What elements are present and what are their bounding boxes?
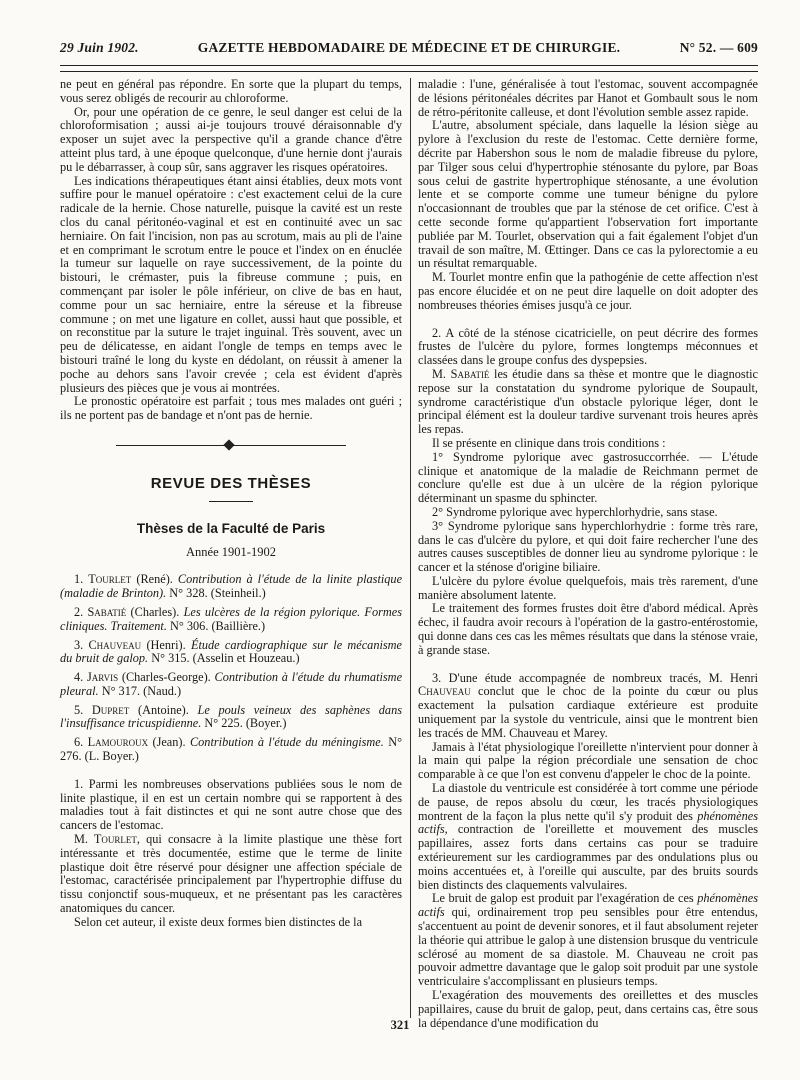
paragraph: L'ulcère du pylore évolue quelquefois, mais très rarement, d'une manière absolument latente. bbox=[418, 573, 758, 602]
issue-date: 29 Juin 1902. bbox=[60, 40, 139, 55]
academic-year: Année 1901-1902 bbox=[186, 544, 276, 559]
thesis-ref: N° 315. (Asselin et Houzeau.) bbox=[151, 651, 300, 666]
paragraph: 3. D'une étude accompagnée de nombreux tracés, M. Henri Chauveau conclut que le choc de la pointe du cœur ou plus exactement la pulsation cardiaque extérieure est produite uniquement par la systole du ventricule, ainsi que le montrent bien les tracés de MM. Chauveau et Marey. bbox=[418, 670, 759, 740]
thesis-ref: N° 328. (Steinheil.) bbox=[169, 586, 266, 601]
thesis-title: Les ulcères de la région pylorique. Formes cliniques. Traitement. bbox=[60, 604, 403, 633]
thesis-author: Dupret bbox=[91, 702, 130, 717]
thesis-title: Le pouls veineux des saphènes dans l'insuffisance tricuspidienne. bbox=[60, 702, 403, 731]
paragraph: Or, pour une opération de ce genre, le seul danger est celui de la chloroformisation ; aussi ai-je toujours trouvé déraisonnable d'y exposer un sujet avec la perspective qu'il a grande chance d'être atteint plus tard, à une époque quelconque, d'une hernie dont j'aurais pu le débarrasser, à coup sûr, sans aggraver les risques opératoires. bbox=[60, 104, 402, 174]
paragraph: 2. A côté de la sténose cicatricielle, on peut décrire des formes frustes de l'ulcère du pylore, formes longtemps méconnues et classées dans le groupe confus des dyspepsies. bbox=[418, 325, 758, 368]
thesis-author: Lamouroux bbox=[87, 735, 149, 750]
paragraph: 3° Syndrome pylorique sans hyperchlorhydrie : forme très rare, dans le cas d'ulcère du pylore, et qui doit faire rechercher l'une des autres causes susceptibles de donner lieu au syndrome pylorique : le cancer et la sténose d'origine biliaire. bbox=[418, 518, 758, 575]
paragraph: maladie : l'une, généralisée à tout l'estomac, souvent accompagnée de lésions péritonéales décrites par Hanot et Gombault sous le nom de rétro-péritonite calleuse, et dont l'évolution semble assez rapide. bbox=[418, 77, 758, 119]
paragraph: M. Tourlet, qui consacre à la limite plastique une thèse fort intéressante et très documentée, estime que le terme de linite plastique doit être réservé pour désigner une affection spéciale de l'estomac, caractérisée principalement par l'hypertrophie diffuse du tissu conjonctif sous-muqueux, et ne présentant pas les caractères anatomiques du cancer. bbox=[60, 832, 402, 916]
running-header bbox=[60, 38, 758, 58]
paragraph: Selon cet auteur, il existe deux formes bien distinctes de la bbox=[74, 914, 363, 929]
thesis-author: Sabatié bbox=[87, 604, 127, 619]
paragraph: Le pronostic opératoire est parfait ; tous mes malades ont guéri ; ils ne portent pas de bandage et n'ont pas de hernie. bbox=[60, 394, 402, 423]
paragraph: 2° Syndrome pylorique avec hyperchlorhydrie, sans stase. bbox=[432, 504, 718, 519]
thesis-title: Étude cardiographique sur le mécanisme du bruit de galop. bbox=[60, 637, 403, 666]
paragraph: 1° Syndrome pylorique avec gastrosuccorrhée. — L'étude clinique et anatomique de la maladie de Reichmann permet de conclure qu'elle est due à un ulcère de la région pylorique déterminant un spasme du sphincter. bbox=[418, 449, 758, 506]
thesis-ref: N° 276. (L. Boyer.) bbox=[60, 735, 403, 764]
thesis-ref: N° 317. (Naud.) bbox=[101, 683, 182, 698]
thesis-entry: 1. Tourlet (René). Contribution à l'étude de la linite plastique (maladie de Brinton). N° 328. (Steinheil.) bbox=[60, 572, 403, 601]
paragraph: L'exagération des mouvements des oreillettes et des muscles papillaires, cause du bruit de galop, peut, dans certains cas, être sous la dépendance d'une modification du bbox=[418, 988, 758, 1030]
paragraph: L'autre, absolument spéciale, dans laquelle la lésion siège au pylore à l'exclusion du reste de l'estomac. Cette dernière forme, décrite par Habershon sous le nom de maladie fibreuse du pylore, par Tilger sous celui d'hypertrophie sténosante du pylore, par Boas sous celui de gastrite hypertrophique sténosante, a une évolution lente et se comporte comme une tumeur bénigne du pylore n'occasionnant de troubles que par la sténose de cet orifice. C'est à cette seconde forme qu'appartient l'observation fort importante publiée par M. Tourlet, observation qui a fait également l'objet d'un travail de son maître, M. Œttinger. Dans ce cas la pylorectomie a eu un résultat remarquable. bbox=[418, 118, 758, 271]
journal-title: GAZETTE HEBDOMADAIRE DE MÉDECINE ET DE CHIRURGIE. bbox=[197, 40, 621, 55]
section-ornament bbox=[116, 441, 346, 451]
section-title: REVUE DES THÈSES bbox=[150, 474, 312, 492]
thesis-author: Tourlet bbox=[88, 572, 132, 587]
page-number: 321 bbox=[390, 1018, 410, 1032]
paragraph: M. Tourlet montre enfin que la pathogénie de cette affection n'est pas encore élucidée et on ne peut dire laquelle on doit adopter des nombreuses théories émises jusqu'à ce jour. bbox=[418, 270, 758, 312]
thesis-ref: N° 306. (Baillière.) bbox=[170, 618, 266, 633]
thesis-title: Contribution à l'étude de la linite plastique (maladie de Brinton). bbox=[60, 572, 403, 601]
thesis-entry: 2. Sabatié (Charles). Les ulcères de la région pylorique. Formes cliniques. Traitement. N° 306. (Baillière.) bbox=[60, 604, 403, 633]
thesis-title: Contribution à l'étude du méningisme. bbox=[189, 735, 384, 750]
paragraph: Le bruit de galop est produit par l'exagération de ces phénomènes actifs qui, ordinairement trop peu sensibles pour être entendus, s'accentuent au point de devenir sonores, et il faut absolument rejeter la théorie qui attribue le galop à une distension brusque du ventricule sclérosé au moment de sa diastole. M. Chauveau ne croit pas pouvoir admettre davantage que le galop soit produit par une systole ventriculaire s'accomplissant en plusieurs temps. bbox=[418, 891, 759, 989]
paragraph: M. Sabatié les étudie dans sa thèse et montre que le diagnostic repose sur la constatation du syndrome pylorique de Soupault, syndrome caractéristique d'un obstacle pylorique léger, dont le principal élément est la douleur tardive survenant trois heures après les repas. bbox=[418, 366, 758, 437]
section-subtitle: Thèses de la Faculté de Paris bbox=[136, 520, 326, 536]
thesis-entry: 4. Jarvis (Charles-George). Contribution à l'étude du rhumatisme pleural. N° 317. (Naud.) bbox=[60, 670, 403, 698]
thesis-entry: 3. Chauveau (Henri). Étude cardiographique sur le mécanisme du bruit de galop. N° 315. (Asselin et Houzeau.) bbox=[60, 637, 403, 666]
thesis-title: Contribution à l'étude du rhumatisme pleural. bbox=[60, 670, 403, 698]
header-rule bbox=[60, 65, 758, 72]
column-divider bbox=[410, 78, 411, 1018]
left-column bbox=[60, 78, 402, 1020]
thesis-entry: 5. Dupret (Antoine). Le pouls veineux des saphènes dans l'insuffisance tricuspidienne. N° 225. (Boyer.) bbox=[60, 702, 403, 731]
thesis-author: Jarvis bbox=[87, 670, 119, 685]
title-rule bbox=[209, 501, 253, 502]
paragraph: 1. Parmi les nombreuses observations publiées sous le nom de linite plastique, il en est un certain nombre qui se rapportent à des maladies tout à fait distinctes et qui ne sont autre chose que des cancers de l'estomac. bbox=[60, 776, 402, 833]
paragraph: La diastole du ventricule est considérée à tort comme une période de pause, de repos absolu du cœur, les tracés physiologiques montrent de la façon la plus nette qu'il s'y produit des phénomènes actifs, contraction de l'oreillette et mouvement des muscles papillaires, assez forts dans certains cas pour se traduire extérieurement sur les cardiogrammes par des ondulations plus ou moins accentuées et, à l'oreille qui ausculte, par des bruits sourds bien distincts des claquements valvulaires. bbox=[418, 781, 759, 892]
thesis-author: Chauveau bbox=[88, 637, 142, 652]
paragraph: ne peut en général pas répondre. En sorte que la plupart du temps, vous serez obligés de recourir au chloroforme. bbox=[60, 77, 402, 105]
issue-page-ref: N° 52. — 609 bbox=[679, 40, 758, 55]
thesis-entry: 6. Lamouroux (Jean). Contribution à l'étude du méningisme. N° 276. (L. Boyer.) bbox=[60, 735, 403, 764]
paragraph: Le traitement des formes frustes doit être d'abord médical. Après échec, il faudra avoir recours à l'opération de la gastro-entérostomie, qui donne dans ces cas les mêmes résultats que dans la sténose vraie, à grande stase. bbox=[418, 601, 758, 657]
paragraph: Il se présente en clinique dans trois conditions : bbox=[432, 435, 666, 450]
thesis-ref: N° 225. (Boyer.) bbox=[204, 716, 287, 731]
paragraph: Jamais à l'état physiologique l'oreillette n'intervient pour donner à la main qui palpe la région précordiale une sensation de choc comparable à ce que l'on est convenu d'appeler le choc de la pointe. bbox=[418, 739, 758, 782]
right-column bbox=[418, 77, 759, 1030]
paragraph: Les indications thérapeutiques étant ainsi établies, deux mots vont suffire pour le manuel opératoire : c'est exactement celui de la cure radicale de la hernie. Chose naturelle, puisque la cavité est un reste clos du canal péritonéo-vaginal et est en continuité avec un sac herniaire. On fait l'incision, non pas au scrotum, mais au pli de l'aine et en comprimant le scrotum entre le pouce et l'index on en énuclée la tumeur sur laquelle on raye successivement, de la pointe du bistouri, le crémaster, puis la fibreuse commune ; puis, en commençant par isoler le pôle inférieur, on clive de bas en haut, comme pour un sac herniaire, entre la séreuse et la fibreuse commune ; on met une ligature en collet, aussi haut que possible, et on reconstitue par la suture le trajet inguinal. Très souvent, avec un peu de délicatesse, en aidant l'ongle de temps en temps avec le bistouri traîné le long du kyste en dédolant, on réussit à amener la poche au dehors sans l'avoir crevée ; cela est évident d'après plusieurs des pièces que je vous ai montrées. bbox=[60, 173, 402, 395]
